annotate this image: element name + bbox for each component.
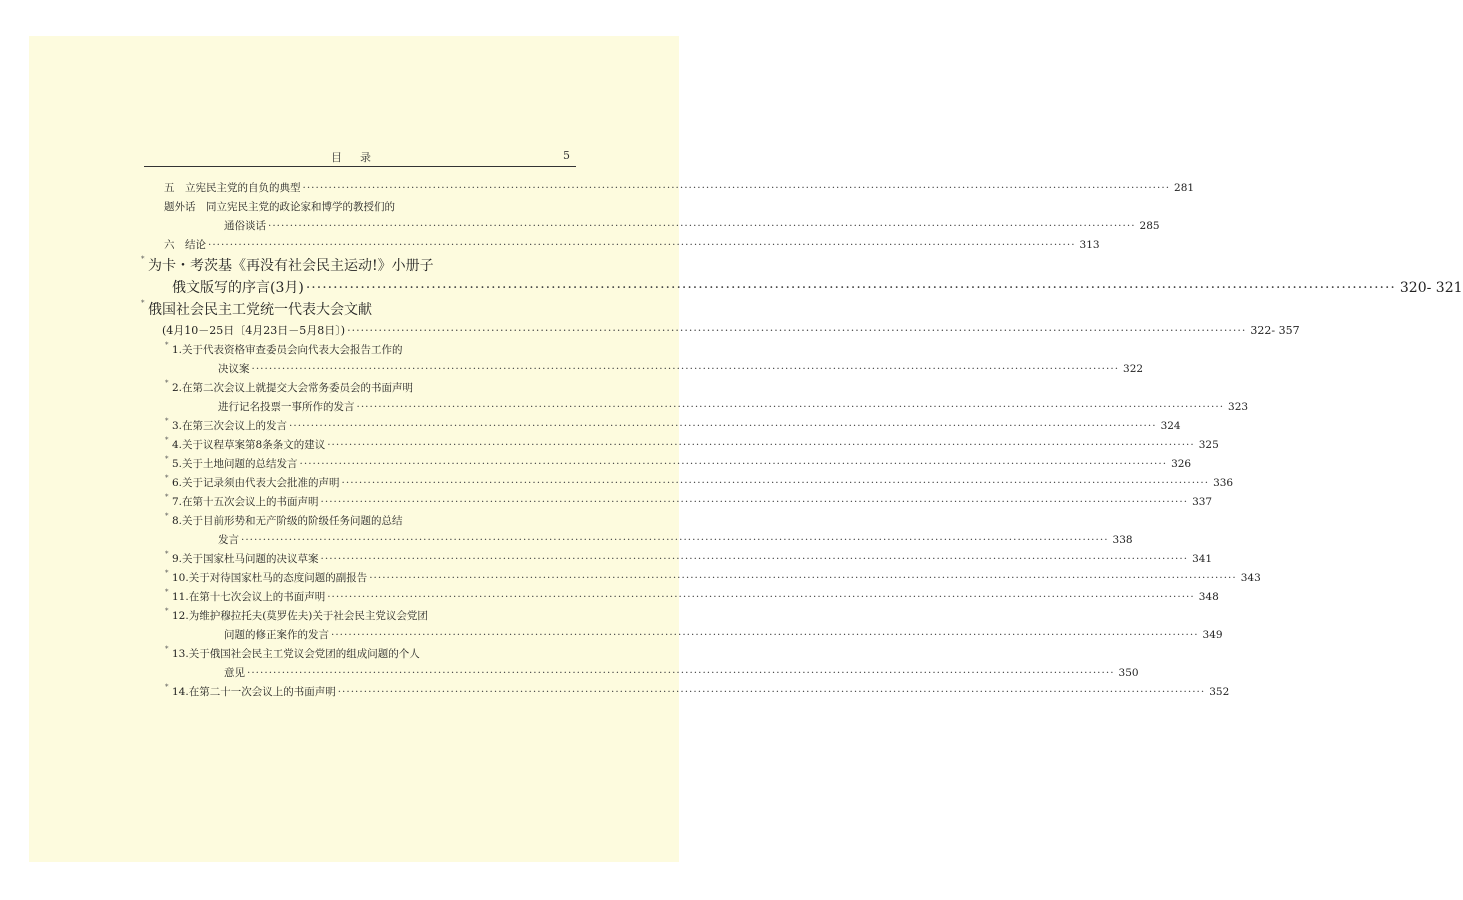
- toc-line: [164, 198, 576, 217]
- toc-entry-title: 12.为维护穆拉托夫(莫罗佐夫)关于社会民主党议会党团: [172, 610, 428, 622]
- toc-entry-title: 通俗谈话: [224, 220, 266, 232]
- toc-entry-title: 11.在第十七次会议上的书面声明: [172, 591, 326, 603]
- toc-page-number: 281: [1174, 182, 1195, 194]
- toc-entry-title: 发言: [218, 534, 239, 546]
- toc-list: [141, 179, 1463, 702]
- footnote-asterisk: *: [165, 436, 169, 444]
- footnote-asterisk: *: [165, 645, 169, 653]
- toc-entry-title: 9.关于国家杜马问题的决议草案: [172, 553, 319, 565]
- footnote-asterisk: *: [165, 493, 169, 501]
- dot-leader: ········································································································································································································: [208, 239, 1076, 251]
- toc-entry-title: 意见: [224, 667, 245, 679]
- toc-page-number: 322- 357: [1250, 324, 1300, 337]
- toc-line: [148, 299, 576, 321]
- toc-entry: [144, 179, 1195, 198]
- toc-entry: [141, 255, 1463, 299]
- dot-leader: ········································································································································································································: [302, 182, 1171, 194]
- dot-leader: ········································································································································································································: [341, 477, 1210, 489]
- toc-page-number: 350: [1118, 667, 1139, 679]
- toc-entry-title: 7.在第十五次会议上的书面声明: [172, 496, 319, 508]
- footnote-asterisk: *: [141, 299, 145, 307]
- header-title: 目录: [331, 151, 389, 164]
- toc-line: [172, 645, 576, 664]
- toc-line: [172, 550, 1213, 569]
- toc-line: [172, 474, 1234, 493]
- toc-page-number: 326: [1171, 458, 1192, 470]
- footnote-asterisk: *: [165, 341, 169, 349]
- toc-line: [164, 236, 1100, 255]
- dot-leader: ········································································································································································································: [327, 591, 1195, 603]
- toc-line: [172, 436, 1219, 455]
- toc-line: [164, 179, 1195, 198]
- running-header: [144, 148, 576, 167]
- footnote-asterisk: *: [165, 683, 169, 691]
- footnote-asterisk: *: [165, 474, 169, 482]
- dot-leader: ········································································································································································································: [299, 458, 1168, 470]
- toc-entry: [144, 683, 1230, 702]
- toc-entry-title: 决议案: [218, 363, 250, 375]
- toc-entry: [144, 417, 1181, 436]
- footnote-asterisk: *: [165, 455, 169, 463]
- toc-entry: [144, 236, 1100, 255]
- toc-entry: [144, 645, 1139, 683]
- toc-line: [172, 398, 1249, 417]
- dot-leader: ········································································································································································································: [247, 667, 1115, 679]
- toc-entry: [144, 198, 1160, 236]
- toc-entry-title: 4.关于议程草案第8条条文的建议: [172, 439, 326, 451]
- toc-entry: [144, 474, 1234, 493]
- dot-leader: ········································································································································································································: [251, 363, 1120, 375]
- toc-line: [172, 626, 1223, 645]
- toc-entry-title: 5.关于土地问题的总结发言: [172, 458, 298, 470]
- toc-line: [172, 455, 1192, 474]
- dot-leader: ········································································································································································································: [268, 220, 1136, 232]
- toc-entry-title: 10.关于对待国家杜马的态度问题的副报告: [172, 572, 368, 584]
- toc-page-number: 349: [1202, 629, 1223, 641]
- toc-line: [172, 569, 1261, 588]
- toc-page-number: 322: [1123, 363, 1144, 375]
- header-page-number: 5: [563, 149, 570, 162]
- toc-page-number: 285: [1139, 220, 1160, 232]
- toc-entry-title: 为卡・考茨基《再没有社会民主运动!》小册子: [148, 258, 434, 274]
- toc-page-number: 352: [1209, 686, 1230, 698]
- toc-line: [172, 360, 1144, 379]
- toc-entry: [144, 550, 1213, 569]
- toc-line: [172, 664, 1139, 683]
- toc-line: [172, 493, 1213, 512]
- toc-page-number: 323: [1228, 401, 1249, 413]
- toc-page-number: 325: [1198, 439, 1219, 451]
- toc-line: [172, 683, 1230, 702]
- page-sheet: [29, 36, 1463, 862]
- toc-page-number: 338: [1112, 534, 1133, 546]
- toc-page-number: 343: [1240, 572, 1261, 584]
- toc-entry: [144, 493, 1213, 512]
- toc-page-number: 320- 321: [1399, 280, 1463, 296]
- footnote-asterisk: *: [141, 255, 145, 263]
- dot-leader: ········································································································································································································: [337, 686, 1206, 698]
- dot-leader: ········································································································································································································: [327, 439, 1195, 451]
- toc-entry-title: 8.关于目前形势和无产阶级的阶级任务问题的总结: [172, 515, 403, 527]
- toc-line: [172, 512, 576, 531]
- footnote-asterisk: *: [165, 607, 169, 615]
- toc-entry-title: 14.在第二十一次会议上的书面声明: [172, 686, 336, 698]
- footnote-asterisk: *: [165, 379, 169, 387]
- toc-entry-title: 6.关于记录须由代表大会批准的声明: [172, 477, 340, 489]
- toc-entry-title: (4月10－25日〔4月23日－5月8日〕): [162, 324, 346, 337]
- toc-page-number: 337: [1192, 496, 1213, 508]
- footnote-asterisk: *: [165, 569, 169, 577]
- toc-page-number: 341: [1192, 553, 1213, 565]
- toc-entry-title: 六 结论: [164, 239, 206, 251]
- footnote-asterisk: *: [165, 550, 169, 558]
- toc-line: [148, 255, 576, 277]
- toc-page-number: 324: [1160, 420, 1181, 432]
- toc-entry-title: 五 立宪民主党的自负的典型: [164, 182, 301, 194]
- toc-entry: [144, 379, 1249, 417]
- toc-line: [172, 341, 576, 360]
- toc-entry-title: 题外话 同立宪民主党的政论家和博学的教授们的: [164, 201, 395, 213]
- toc-line: [172, 379, 576, 398]
- footnote-asterisk: *: [165, 417, 169, 425]
- toc-entry-title: 进行记名投票一事所作的发言: [218, 401, 355, 413]
- dot-leader: ········································································································································································································: [356, 401, 1225, 413]
- toc-entry: [144, 607, 1223, 645]
- toc-line: [148, 277, 1463, 299]
- dot-leader: ········································································································································································································: [289, 420, 1157, 432]
- footnote-asterisk: *: [165, 588, 169, 596]
- toc-entry: [144, 341, 1144, 379]
- toc-entry: [141, 299, 1300, 341]
- toc-line: [172, 531, 1133, 550]
- toc-page-number: 348: [1198, 591, 1219, 603]
- toc-entry: [144, 512, 1133, 550]
- toc-entry-title: 1.关于代表资格审查委员会向代表大会报告工作的: [172, 344, 403, 356]
- dot-leader: ········································································································································································································: [369, 572, 1237, 584]
- toc-line: [172, 588, 1219, 607]
- dot-leader: ········································································································································································································: [331, 629, 1199, 641]
- toc-line: [148, 321, 1300, 341]
- toc-entry-title: 2.在第二次会议上就提交大会常务委员会的书面声明: [172, 382, 414, 394]
- dot-leader: ········································································································································································································: [347, 324, 1247, 337]
- footnote-asterisk: *: [165, 512, 169, 520]
- toc-line: [164, 217, 1160, 236]
- dot-leader: ········································································································································································································: [320, 553, 1189, 565]
- dot-leader: ········································································································································································································: [305, 280, 1396, 296]
- toc-entry-title: 3.在第三次会议上的发言: [172, 420, 288, 432]
- dot-leader: ········································································································································································································: [320, 496, 1189, 508]
- toc-entry: [144, 436, 1219, 455]
- toc-line: [172, 607, 576, 626]
- toc-entry: [144, 455, 1192, 474]
- toc-page-number: 336: [1213, 477, 1234, 489]
- toc-page-number: 313: [1079, 239, 1100, 251]
- toc-entry-title: 俄文版写的序言(3月): [172, 280, 304, 296]
- toc-entry-title: 俄国社会民主工党统一代表大会文献: [148, 302, 372, 318]
- toc-entry: [144, 569, 1261, 588]
- toc-entry: [144, 588, 1219, 607]
- toc-entry-title: 问题的修正案作的发言: [224, 629, 329, 641]
- toc-content: [141, 148, 1463, 702]
- toc-entry-title: 13.关于俄国社会民主工党议会党团的组成问题的个人: [172, 648, 420, 660]
- dot-leader: ········································································································································································································: [241, 534, 1109, 546]
- toc-line: [172, 417, 1181, 436]
